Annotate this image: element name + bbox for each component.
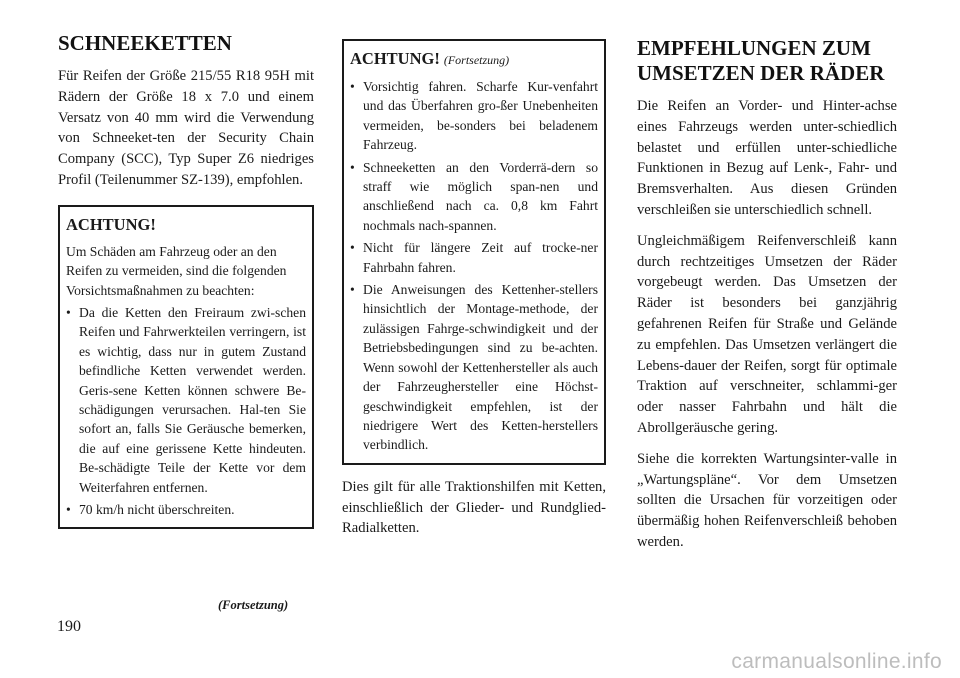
- page-number: 190: [57, 618, 81, 635]
- warning-item: • Vorsichtig fahren. Scharfe Kur-venfahrt und das Überfahren gro-ßer Unebenheiten vermeiden, be-sonders bei beladenem Fahrzeug.: [350, 79, 598, 153]
- section-heading-rotation: EMPFEHLUNGEN ZUM UMSETZEN DER RÄDER: [637, 36, 885, 85]
- warning-list: [66, 303, 306, 519]
- continued-label: (Fortsetzung): [218, 598, 289, 612]
- warning-title: ACHTUNG! (Fortsetzung): [350, 49, 510, 68]
- section-heading-schneeketten: SCHNEEKETTEN: [58, 31, 232, 55]
- warning-list: [350, 77, 598, 455]
- warning-box: [58, 205, 314, 530]
- bullet-icon: •: [66, 502, 71, 518]
- warning-item: • Die Anweisungen des Kettenher-stellers hinsichtlich der Montage-methode, der zulässigen Fahrge-schwindigkeit und der Betriebsbedingungen sind zu be-achten. Wenn sowohl der Kettenhersteller als auch der Fahrzeughersteller eine Höchst-geschwindigkeit empfehlen, ist der niedrigere Wert des Ketten-herstellers verbindlich.: [350, 282, 598, 453]
- warning-intro: Um Schäden am Fahrzeug oder an den Reifen zu vermeiden, sind die folgenden Vorsichtsmaßnahmen zu beachten:: [66, 243, 287, 298]
- rotation-paragraph: Die Reifen an Vorder- und Hinter-achse eines Fahrzeugs werden unter-schiedlich belastet und erfüllen unter-schiedliche Funktionen in Bezug auf Lenk-, Fahr- und Bremsverhalten. Aus diesen Gründen verschleißen sie unterschiedlich schnell.: [637, 98, 897, 218]
- warning-item: • Da die Ketten den Freiraum zwi-schen Reifen und Fahrwerkteilen verringern, ist es wichtig, dass nur in gutem Zustand befindliche Ketten verwendet werden. Geris-sene Ketten können schwere Be-schädigungen verursachen. Hal-ten Sie sofort an, falls Sie Geräusche bemerken, die auf eine gerissene Kette hindeuten. Be-schädigte Teile der Kette vor dem Weiterfahren entfernen.: [66, 305, 306, 495]
- bullet-icon: •: [350, 240, 355, 256]
- bullet-icon: •: [350, 282, 355, 298]
- watermark: carmanualsonline.info: [731, 650, 942, 673]
- rotation-paragraph: Siehe die korrekten Wartungsinter-valle in „Wartungspläne“. Vor dem Umsetzen sollten die Ursachen für vorzeitigen oder übermäßig hohen Reifenverschleiß behoben werden.: [637, 450, 897, 550]
- column-right: [637, 36, 897, 563]
- warning-title: ACHTUNG!: [66, 214, 156, 234]
- continued-marker: (Fortsetzung): [443, 53, 510, 67]
- column-middle: [342, 39, 606, 549]
- traction-aids-paragraph: Dies gilt für alle Traktionshilfen mit Ketten, einschließlich der Glieder- und Rundglied-Radialketten.: [342, 478, 606, 537]
- schneeketten-paragraph: Für Reifen der Größe 215/55 R18 95H mit Rädern der Größe 18 x 7.0 und einem Versatz von 40 mm wird die Verwendung von Schneeket-ten der Security Chain Company (SCC), Typ Super Z6 niedriges Profil (Teilenummer SZ-139), empfohlen.: [58, 68, 314, 188]
- warning-item: • 70 km/h nicht überschreiten.: [66, 500, 306, 519]
- bullet-icon: •: [350, 159, 355, 175]
- warning-item: • Schneeketten an den Vorderrä-dern so straff wie möglich span-nen und anschließend nach ca. 0,8 km Fahrt nochmals nach-spannen.: [350, 159, 598, 233]
- bullet-icon: •: [350, 79, 355, 94]
- warning-item: • Nicht für längere Zeit auf trocke-ner Fahrbahn fahren.: [350, 240, 598, 275]
- warning-box-continued: [342, 39, 606, 465]
- column-left: [58, 30, 314, 529]
- bullet-icon: •: [66, 305, 71, 320]
- rotation-paragraph: Ungleichmäßigem Reifenverschleiß kann durch rechtzeitiges Umsetzen der Räder vorgebeugt werden. Das Umsetzen der Räder ist besonders bei ganzjährig gefahrenen Reifen für Straße und Gelände zu empfehlen. Das Umsetzen verlängert die Lebens-dauer der Reifen, sorgt für optimale Traktion auf verschneiter, schlammi-ger oder nasser Fahrbahn und hält die Abrollgeräusche gering.: [637, 232, 897, 436]
